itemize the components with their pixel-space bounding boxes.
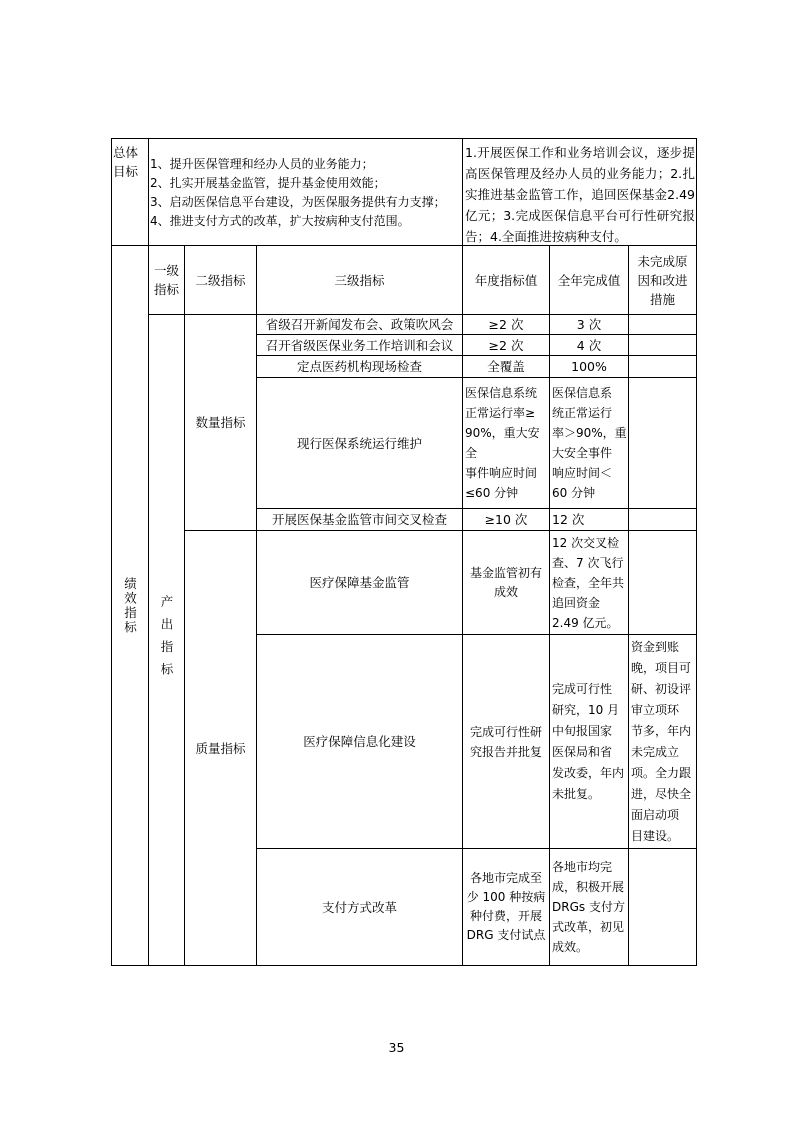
quantity-row-target: ≥10 次 [484, 512, 528, 527]
quantity-row-item: 召开省级医保业务工作培训和会议 [265, 337, 454, 353]
quantity-row-item: 现行医保系统运行维护 [296, 435, 422, 451]
level1-output-label [149, 315, 184, 965]
quality-row-target: 基金监管初有 成效 [469, 565, 542, 599]
quality-row-actual: 完成可行性 研究，10 月 中旬报国家 医保局和省 发改委，年内 未批复。 [552, 681, 625, 801]
quantity-row-actual: 12 次 [552, 512, 585, 527]
quality-row-item: 医疗保障基金监管 [309, 575, 410, 590]
quality-row-target: 完成可行性研 究报告并批复 [469, 724, 542, 759]
quality-row-reason: 资金到账 晚，项目可 研、初设评 审立项环 节多，年内 未完成立 项。全力跟 进，尽快全 面启动项 目建设。 [631, 639, 692, 843]
quantity-row-item: 定点医药机构现场检查 [296, 359, 422, 374]
rule [111, 965, 697, 966]
header-reason: 未完成原 因和改进 措施 [637, 253, 688, 307]
quantity-row-target: 全覆盖 [487, 359, 525, 374]
quality-row-actual: 各地市均完 成，积极开展 DRGs 支付方 式改革，初见 成效。 [552, 860, 625, 954]
performance-section-label [112, 246, 148, 965]
section-label-text: 绩效指标 [122, 576, 138, 635]
rule [111, 138, 697, 139]
overall-goal-text: 1、提升医保管理和经办人员的业务能力； 2、扎实开展基金监管，提升基金使用效能； 3、启动医保信息平台建设，为医保服务提供有力支撑； 4、推进支付方式的改革，扩大按病种支付范围。 [150, 157, 446, 228]
quantity-row-target: ≥2 次 [488, 337, 524, 353]
rule [628, 245, 629, 966]
quantity-row-actual: 100% [571, 359, 607, 374]
quantity-row-target: ≥2 次 [488, 317, 524, 332]
quality-row-item: 支付方式改革 [321, 899, 397, 915]
quantity-row-target: 医保信息系统 正常运行率≥ 90%，重大安全 事件响应时间 ≤60 分钟 [465, 386, 540, 500]
page-number: 35 [388, 1040, 405, 1055]
quantity-row-actual: 医保信息系 统正常运行 率＞90%，重 大安全事件 响应时间＜ 60 分钟 [552, 386, 627, 500]
quantity-row-actual: 4 次 [576, 337, 602, 353]
quality-row-actual: 12 次交叉检 查、7 次飞行 检查，全年共 追回资金 2.49 亿元。 [552, 535, 625, 630]
quantity-row-item: 省级召开新闻发布会、政策吹风会 [265, 317, 454, 332]
header-level2: 二级指标 [195, 272, 246, 288]
header-level1: 一级 指标 [153, 263, 179, 297]
level1-output-text: 产出指标 [159, 595, 174, 685]
quality-row-item: 医疗保障信息化建设 [303, 734, 416, 749]
overall-goal-label: 总体 目标 [113, 145, 139, 179]
quantity-row-item: 开展医保基金监管市间交叉检查 [271, 512, 447, 527]
quantity-row-actual: 3 次 [576, 317, 602, 332]
header-annual-target: 年度指标值 [474, 272, 538, 288]
quality-row-target: 各地市完成至 少 100 种按病 种付费，开展 DRG 支付试点 [466, 871, 546, 942]
level2-quality-label: 质量指标 [195, 740, 246, 756]
overall-completion-text: 1.开展医保工作和业务培训会议，逐步提高医保管理及经办人员的业务能力；2.扎实推进基金监管工作，追回医保基金2.49亿元；3.完成医保信息平台可行性研究报告；4.全面推进按病种支付。 [465, 145, 695, 244]
header-level3: 三级指标 [334, 272, 385, 288]
level2-quantity-label: 数量指标 [195, 415, 246, 430]
header-annual-actual: 全年完成值 [557, 272, 621, 288]
